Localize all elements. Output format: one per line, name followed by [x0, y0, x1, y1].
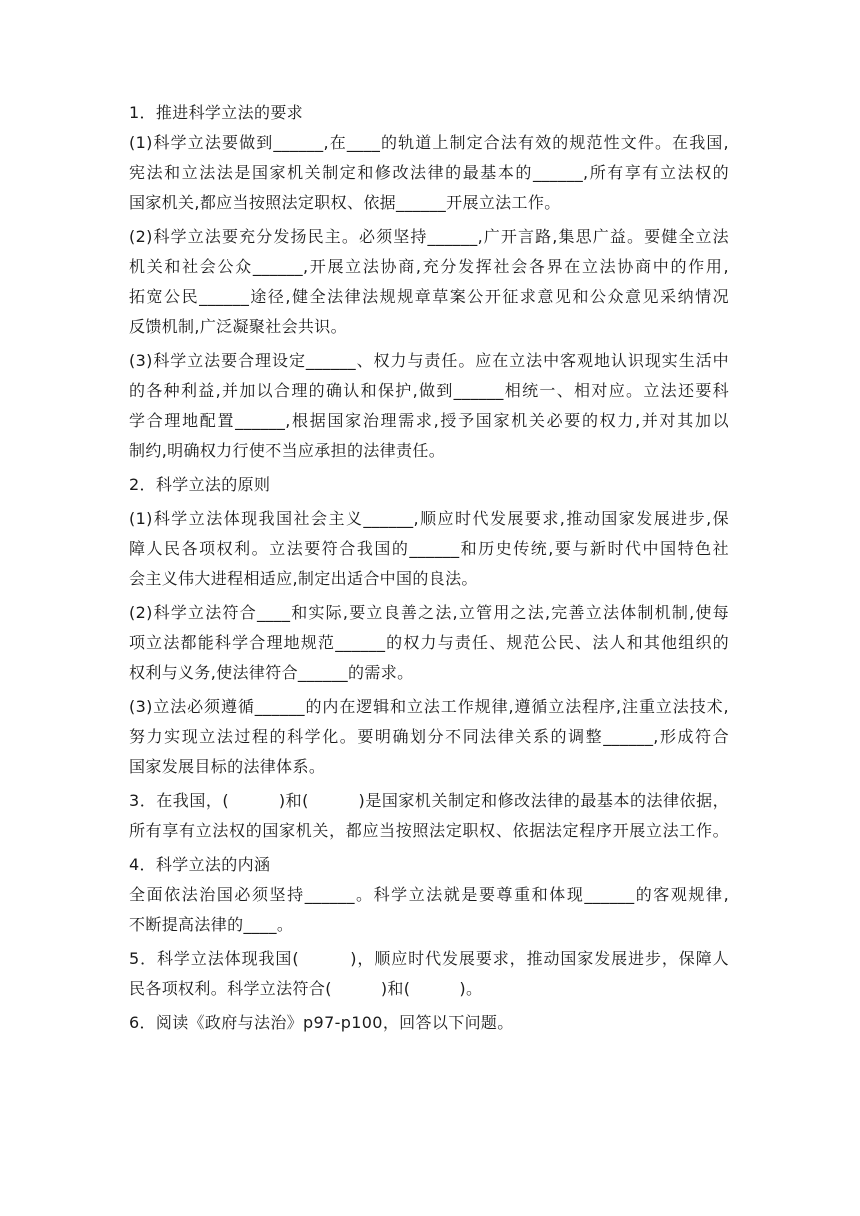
- text-line: 机关和社会公众______,开展立法协商,充分发挥社会各界在立法协商中的作用,: [129, 257, 729, 276]
- text-line: 反馈机制,广泛凝聚社会共识。: [129, 317, 347, 336]
- text-line: 会主义伟大进程相适应,制定出适合中国的良法。: [129, 569, 478, 588]
- text-line: 不断提高法律的____。: [129, 915, 294, 934]
- text-line: (2)科学立法符合____和实际,要立良善之法,立管用之法,完善立法体制机制,使每: [129, 603, 729, 622]
- text-line: 的各种利益,并加以合理的确认和保护,做到______相统一、相对应。立法还要科: [129, 381, 729, 400]
- text-line: 障人民各项权利。立法要符合我国的______和历史传统,要与新时代中国特色社: [129, 539, 729, 558]
- text-line: 3．在我国，( )和( )是国家机关制定和修改法律的最基本的法律依据，: [129, 791, 729, 810]
- document-page: [129, 98, 729, 1038]
- text-line: 努力实现立法过程的科学化。要明确划分不同法律关系的调整______,形成符合: [129, 727, 729, 746]
- text-line: 制约,明确权力行使不当应承担的法律责任。: [129, 441, 446, 460]
- text-line: 国家机关,都应当按照法定职权、依据______开展立法工作。: [129, 193, 561, 212]
- text-line: 宪法和立法法是国家机关制定和修改法律的最基本的______,所有享有立法权的: [129, 163, 729, 182]
- text-line: 5．科学立法体现我国( )，顺应时代发展要求，推动国家发展进步，保障人: [129, 949, 729, 968]
- text-line: (1)科学立法要做到______,在____的轨道上制定合法有效的规范性文件。在我国,: [129, 133, 729, 152]
- text-line: 6．阅读《政府与法治》p97-p100，回答以下问题。: [129, 1013, 514, 1032]
- text-line: (2)科学立法要充分发扬民主。必须坚持______,广开言路,集思广益。要健全立法: [129, 227, 729, 246]
- text-line: 拓宽公民______途径,健全法律法规规章草案公开征求意见和公众意见采纳情况: [129, 287, 729, 306]
- text-line: 1．推进科学立法的要求: [129, 103, 304, 122]
- text-line: 权利与义务,使法律符合______的需求。: [129, 663, 414, 682]
- text-line: (3)科学立法要合理设定______、权力与责任。应在立法中客观地认识现实生活中: [129, 351, 729, 370]
- text-line: 项立法都能科学合理地规范______的权力与责任、规范公民、法人和其他组织的: [129, 633, 729, 652]
- text-line: 学合理地配置______,根据国家治理需求,授予国家机关必要的权力,并对其加以: [129, 411, 729, 430]
- text-line: 国家发展目标的法律体系。: [129, 757, 326, 776]
- text-line: (3)立法必须遵循______的内在逻辑和立法工作规律,遵循立法程序,注重立法技术,: [129, 697, 729, 716]
- text-line: 全面依法治国必须坚持______。科学立法就是要尊重和体现______的客观规律,: [129, 885, 729, 904]
- text-line: 民各项权利。科学立法符合( )和( )。: [129, 979, 483, 998]
- text-line: (1)科学立法体现我国社会主义______,顺应时代发展要求,推动国家发展进步,保: [129, 509, 729, 528]
- text-line: 2．科学立法的原则: [129, 475, 271, 494]
- text-line: 4．科学立法的内涵: [129, 855, 271, 874]
- text-line: 所有享有立法权的国家机关，都应当按照法定职权、依据法定程序开展立法工作。: [129, 821, 729, 840]
